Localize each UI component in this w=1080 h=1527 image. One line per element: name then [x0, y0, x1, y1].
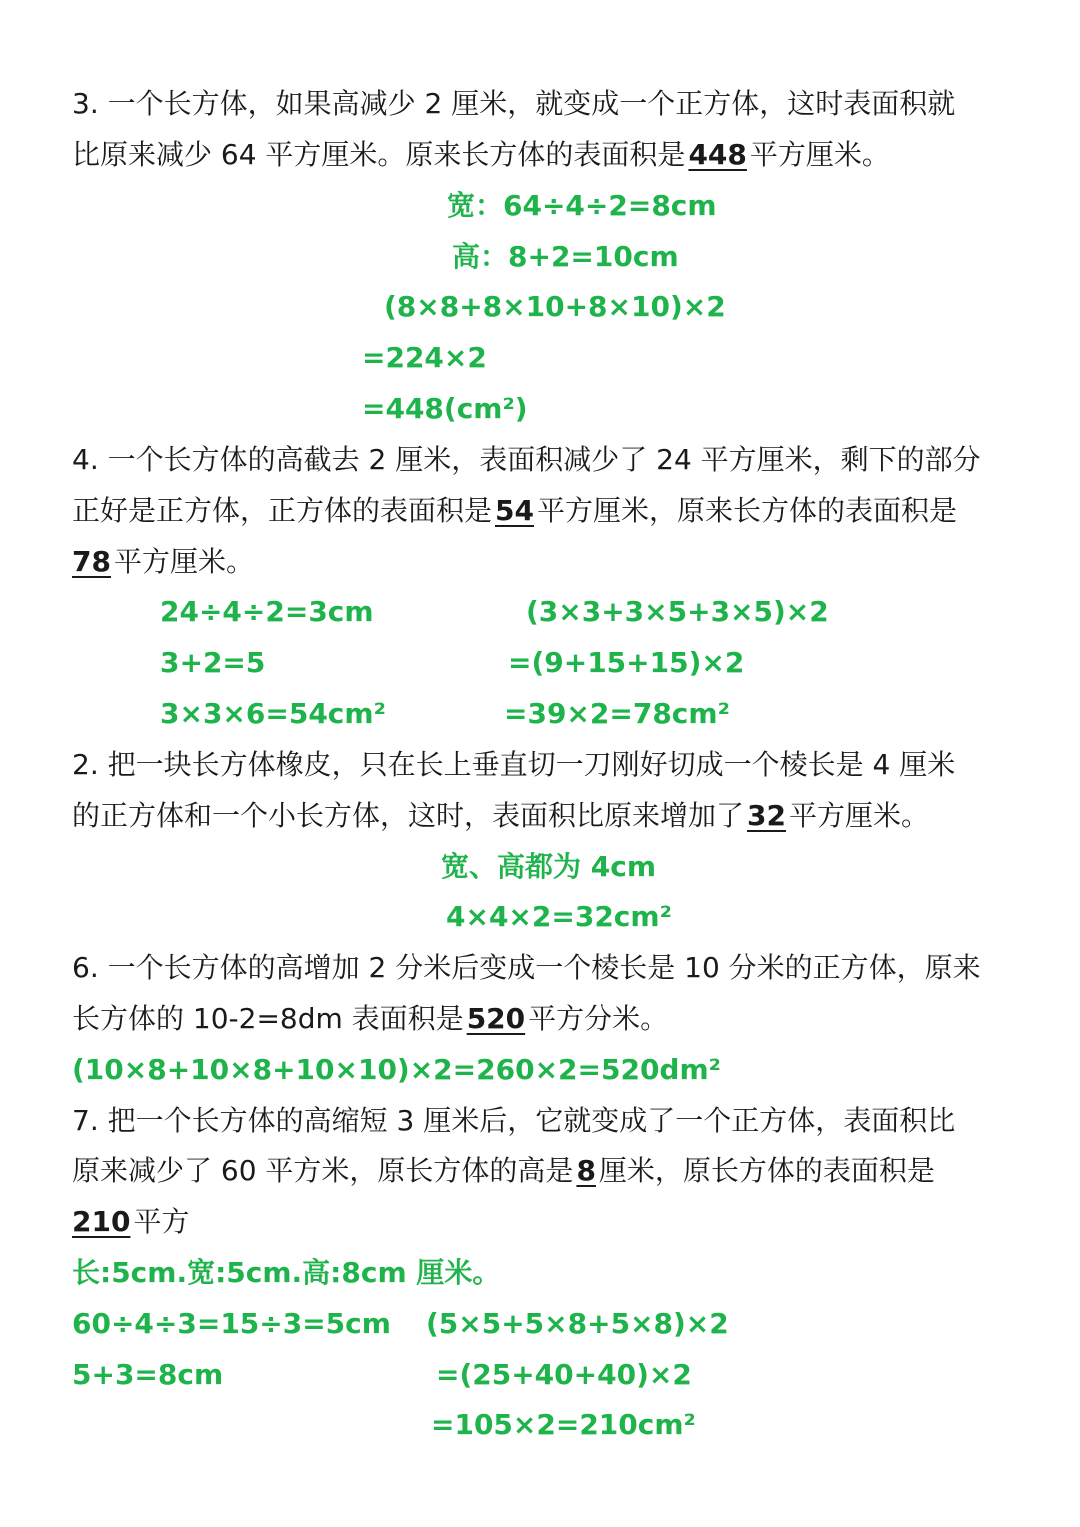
- problem-4-solution-b1: (3×3+3×5+3×5)×2: [526, 595, 829, 628]
- problem-3-solution-5: =448(cm²): [362, 392, 528, 425]
- problem-4-text: 正好是正方体，正方体的表面积是: [72, 494, 493, 527]
- problem-6-unit: 平方分米。: [528, 1002, 669, 1035]
- problem-4-line-1: 4. 一个长方体的高截去 2 厘米，表面积减少了 24 平方厘米，剩下的部分: [72, 443, 981, 476]
- problem-7-solution-a1: 60÷4÷3=15÷3=5cm: [72, 1307, 391, 1340]
- problem-3-text: 比原来减少 64 平方厘米。原来长方体的表面积是: [72, 138, 686, 171]
- problem-3-unit: 平方厘米。: [749, 138, 890, 171]
- problem-4-answer-2: 78: [72, 545, 111, 578]
- problem-3-solution-1: 宽：64÷4÷2=8cm: [447, 189, 717, 222]
- problem-7-line-2: [72, 1151, 935, 1191]
- problem-6-line-2: [72, 999, 668, 1039]
- problem-2-unit: 平方厘米。: [788, 799, 929, 832]
- problem-3-line-1: 3. 一个长方体，如果高减少 2 厘米，就变成一个正方体，这时表面积就: [72, 87, 956, 120]
- problem-7-solution-b1: (5×5+5×8+5×8)×2: [426, 1307, 729, 1340]
- problem-4-solution-a1: 24÷4÷2=3cm: [160, 595, 374, 628]
- problem-3-solution-2: 高：8+2=10cm: [452, 240, 679, 273]
- problem-4-line-3: [72, 542, 254, 582]
- problem-4-unit: 平方厘米。: [113, 545, 254, 578]
- problem-2-text: 的正方体和一个小长方体，这时，表面积比原来增加了: [72, 799, 745, 832]
- problem-4-line-2: [72, 491, 957, 531]
- problem-4-solution-b2: =(9+15+15)×2: [508, 646, 745, 679]
- problem-6-line-1: 6. 一个长方体的高增加 2 分米后变成一个棱长是 10 分米的正方体，原来: [72, 951, 981, 984]
- problem-7-solution-b2: =(25+40+40)×2: [436, 1358, 692, 1391]
- problem-7-answer-1: 8: [576, 1154, 596, 1187]
- problem-2-line-2: [72, 796, 929, 836]
- problem-7-solution-1: 长:5cm.宽:5cm.高:8cm 厘米。: [72, 1256, 501, 1289]
- problem-4-text-2: 平方厘米，原来长方体的表面积是: [536, 494, 957, 527]
- problem-3-line-2: [72, 135, 890, 175]
- problem-7-solution-b3: =105×2=210cm²: [431, 1408, 696, 1441]
- problem-3-answer: 448: [688, 138, 747, 171]
- problem-6-solution-1: (10×8+10×8+10×10)×2=260×2=520dm²: [72, 1053, 721, 1086]
- problem-2-solution-1: 宽、高都为 4cm: [441, 850, 657, 883]
- problem-7-answer-2: 210: [72, 1205, 131, 1238]
- problem-3-solution-3: (8×8+8×10+8×10)×2: [384, 290, 726, 323]
- problem-4-solution-a2: 3+2=5: [160, 646, 266, 679]
- problem-7-line-1: 7. 把一个长方体的高缩短 3 厘米后，它就变成了一个正方体，表面积比: [72, 1104, 956, 1137]
- problem-7-line-3: [72, 1202, 189, 1242]
- problem-7-unit: 平方: [133, 1205, 190, 1238]
- problem-6-answer: 520: [466, 1002, 526, 1035]
- problem-4-answer-1: 54: [495, 494, 534, 527]
- problem-7-text: 原来减少了 60 平方米，原长方体的高是: [72, 1154, 574, 1187]
- problem-7-solution-a2: 5+3=8cm: [72, 1358, 224, 1391]
- problem-6-text: 长方体的 10-2=8dm 表面积是: [72, 1002, 464, 1035]
- problem-7-text-2: 厘米，原长方体的表面积是: [598, 1154, 935, 1187]
- problem-4-solution-b3: =39×2=78cm²: [504, 697, 730, 730]
- problem-2-answer: 32: [747, 799, 786, 832]
- problem-2-solution-2: 4×4×2=32cm²: [446, 900, 672, 933]
- problem-2-line-1: 2. 把一块长方体橡皮，只在长上垂直切一刀刚好切成一个棱长是 4 厘米: [72, 748, 956, 781]
- problem-3-solution-4: =224×2: [362, 341, 487, 374]
- problem-4-solution-a3: 3×3×6=54cm²: [160, 697, 386, 730]
